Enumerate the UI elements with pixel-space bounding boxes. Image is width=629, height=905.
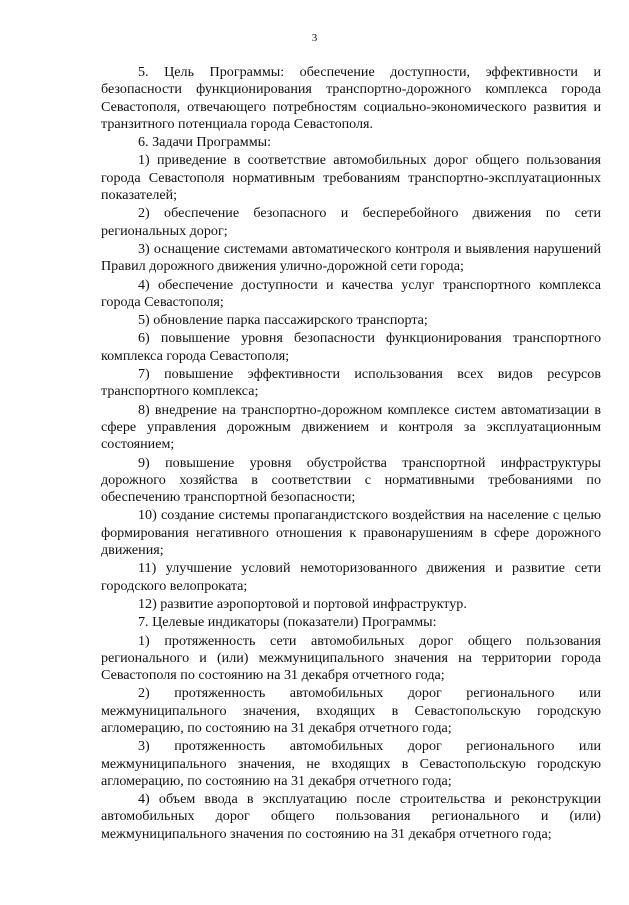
paragraph-goal: 5. Цель Программы: обеспечение доступности, эффективности и безопасности функционирования транспортно-дорожного комплекса города Севастополя, отвечающего потребностям социально-экономического развития и транзитного потенциала города Севастополя.	[101, 64, 601, 132]
list-item-task-10: 10) создание системы пропагандистского воздействия на население с целью формирования негативного отношения к правонарушениям в сфере дорожного движения;	[101, 507, 601, 559]
list-item-task-7: 7) повышение эффективности использования всех видов ресурсов транспортного комплекса;	[101, 366, 601, 400]
list-item-task-4: 4) обеспечение доступности и качества услуг транспортного комплекса города Севастополя;	[101, 276, 601, 310]
list-item-indicator-3: 3) протяженность автомобильных дорог регионального или межмуниципального значения, не входящих в Севастопольскую городскую агломерацию, по состоянию на 31 декабря отчетного года;	[101, 738, 601, 789]
list-item-task-12: 12) развитие аэропортовой и портовой инфраструктур.	[138, 595, 467, 612]
list-item-task-9: 9) повышение уровня обустройства транспортной инфраструктуры дорожного хозяйства в соответствии с нормативными требованиями по обеспечению транспортной безопасности;	[101, 454, 601, 506]
list-item-indicator-2: 2) протяженность автомобильных дорог регионального или межмуниципального значения, входящих в Севастопольскую городскую агломерацию, по состоянию на 31 декабря отчетного года;	[101, 685, 601, 736]
list-item-indicator-4: 4) объем ввода в эксплуатацию после строительства и реконструкции автомобильных дорог общего пользования регионального и (или) межмуниципального значения по состоянию на 31 декабря отчетного года;	[101, 791, 601, 842]
list-item-indicator-1: 1) протяженность сети автомобильных дорог общего пользования регионального и (или) межмуниципального значения на территории города Севастополя по состоянию на 31 декабря отчетного года;	[101, 632, 601, 684]
list-item-task-3: 3) оснащение системами автоматического контроля и выявления нарушений Правил дорожного движения улично-дорожной сети города;	[101, 240, 601, 275]
page-number: 3	[311, 32, 318, 44]
document-body	[101, 64, 601, 843]
list-item-task-6: 6) повышение уровня безопасности функционирования транспортного комплекса города Севастополя;	[101, 330, 601, 364]
list-item-task-5: 5) обновление парка пассажирского транспорта;	[138, 312, 428, 329]
paragraph-indicators-heading: 7. Целевые индикаторы (показатели) Программы:	[138, 614, 437, 631]
list-item-task-2: 2) обеспечение безопасного и бесперебойного движения по сети региональных дорог;	[101, 205, 601, 239]
paragraph-tasks-heading: 6. Задачи Программы:	[138, 134, 272, 151]
list-item-task-11: 11) улучшение условий немоторизованного движения и развитие сети городского велопроката;	[101, 560, 601, 594]
list-item-task-8: 8) внедрение на транспортно-дорожном комплексе систем автоматизации в сфере управления дорожным движением и контроля за эксплуатационным состоянием;	[101, 401, 601, 453]
list-item-task-1: 1) приведение в соответствие автомобильных дорог общего пользования города Севастополя нормативным требованиям транспортно-эксплуатационных показателей;	[101, 152, 601, 204]
